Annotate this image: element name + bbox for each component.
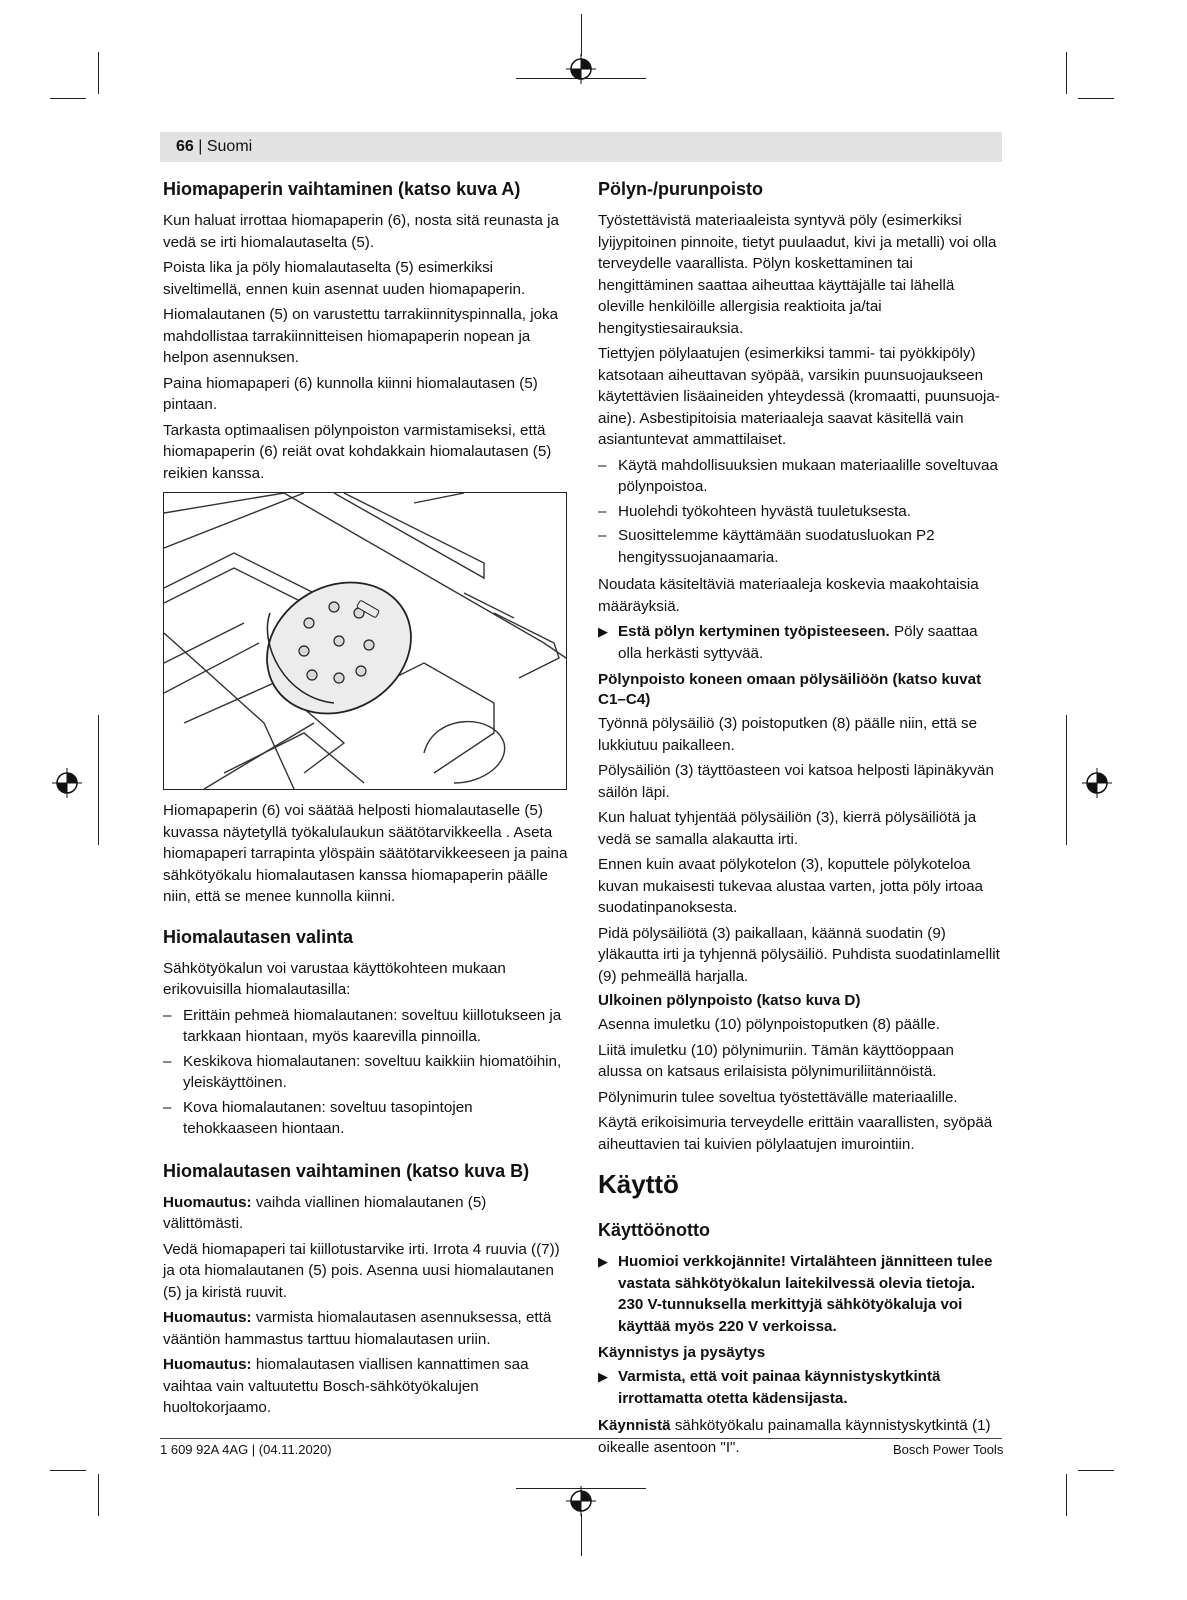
warning-item	[598, 1366, 1002, 1409]
note-text: vaihda viallinen hiomalautanen (5) välittömästi.	[163, 1193, 487, 1232]
paragraph: Paina hiomapaperi (6) kunnolla kiinni hiomalautasen (5) pintaan.	[163, 374, 538, 413]
left-column	[163, 178, 568, 1423]
registration-mark-icon	[1082, 768, 1112, 798]
sanding-pad-drawing-icon	[164, 493, 566, 789]
note-text: varmista hiomalautasen asennuksessa, että vääntiön hammastus tarttuu hiomalautasen uriin.	[163, 1309, 552, 1348]
section-title: Hiomapaperin vaihtaminen (katso kuva A)	[163, 179, 521, 199]
page-number: 66	[176, 138, 194, 155]
crop-mark	[98, 52, 99, 94]
paragraph: Tarkasta optimaalisen pölynpoiston varmistamiseksi, että hiomapaperin (6) reiät ovat kohdakkain hiomalautasen (5) reikien kanssa.	[163, 421, 552, 482]
paragraph: Työstettävistä materiaaleista syntyvä pöly (esimerkiksi lyijypitoinen pinnoite, tietyt puulaadut, kivi ja metalli) voi olla terveydelle vaarallista. Pölyn koskettaminen tai hengittäminen saattaa aiheuttaa käyttäjälle tai lähellä oleville henkilöille allergisia reaktioita ja/tai hengitystiesairauksia.	[598, 212, 997, 337]
registration-mark-icon	[566, 54, 596, 84]
chapter-title: Käyttö	[598, 1169, 679, 1199]
warning-bold-text: Huomioi verkkojännite! Virtalähteen jännitteen tulee vastata sähkötyökalun laitekilvessä olevia tietoja. 230 V-tunnuksella merkittyjä sähkötyökaluja voi käyttää myös 220 V verkoissa.	[618, 1253, 993, 1335]
paragraph: Pölynimurin tulee soveltua työstettävälle materiaalille.	[598, 1088, 958, 1106]
page-header-bar	[160, 132, 1002, 162]
arrow-right-icon: ▶	[598, 1369, 608, 1384]
subsection-title: Ulkoinen pölynpoisto (katso kuva D)	[598, 992, 861, 1009]
paragraph-text: sähkötyökalu painamalla käynnistyskytkintä (1) oikealle asentoon "I".	[598, 1417, 991, 1456]
list-item: – Käytä mahdollisuuksien mukaan materiaalille soveltuvaa pölynpoistoa.	[598, 455, 1002, 498]
paragraph: Hiomapaperin (6) voi säätää helposti hiomalautaselle (5) kuvassa näytetyllä työkalulaukun säätötarvikkeella . Aseta hiomapaperi tarrapinta ylöspäin säätötarvikkeeseen ja paina sähkötyökalu hiomalautasen kanssa hiomapaperin päälle niin, että se menee kunnolla kiinni.	[163, 802, 568, 905]
paragraph: Poista lika ja pöly hiomalautaselta (5) esimerkiksi siveltimellä, ennen kuin asennat uuden hiomapaperin.	[163, 259, 526, 298]
crop-mark	[1066, 52, 1067, 94]
note-text: hiomalautasen viallisen kannattimen saa vaihtaa vain valtuutettu Bosch-sähkötyökalujen huoltokorjaamo.	[163, 1356, 529, 1416]
registration-mark-icon	[52, 768, 82, 798]
paragraph: Työnnä pölysäiliö (3) poistoputken (8) päälle niin, että se lukkiutuu paikalleen.	[598, 715, 978, 754]
note-paragraph	[163, 1192, 568, 1235]
paragraph: Liitä imuletku (10) pölynimuriin. Tämän käyttöoppaan alussa on katsaus erilaisista pölynimuriliitännöistä.	[598, 1041, 954, 1080]
right-column	[598, 178, 1002, 1462]
paragraph: Sähkötyökalun voi varustaa käyttökohteen mukaan erikovuisilla hiomalautasilla:	[163, 959, 506, 998]
note-label: Huomautus:	[163, 1356, 252, 1373]
registration-mark-icon	[566, 1486, 596, 1516]
section-title: Hiomalautasen valinta	[163, 926, 354, 947]
subsection-title: Käynnistys ja pysäytys	[598, 1344, 766, 1361]
note-paragraph	[163, 1307, 568, 1350]
arrow-right-icon: ▶	[598, 1254, 608, 1269]
footer-rule	[160, 1438, 1002, 1439]
crop-mark	[581, 14, 582, 56]
note-label: Huomautus:	[163, 1193, 252, 1211]
crop-mark	[581, 1514, 582, 1556]
paragraph: Tiettyjen pölylaatujen (esimerkiksi tammi- tai pyökkipöly) katsotaan aiheuttavan syöpää, varsikin puunsuojaukseen käytettävien lisäaineiden yhteydessä (kromaatti, puunsuoja-aine). Asbestipitoisia materiaaleja saavat käsitellä vain asiantuntevat ammattilaiset.	[598, 345, 1000, 448]
note-label: Huomautus:	[163, 1309, 252, 1326]
footer-brand: Bosch Power Tools	[893, 1442, 1004, 1457]
list-item: – Suosittelemme käyttämään suodatusluokan P2 hengityssuojanaamaria.	[598, 525, 1002, 568]
warning-bold-text: Estä pölyn kertyminen työpisteeseen.	[618, 623, 890, 640]
paragraph: Pidä pölysäiliötä (3) paikallaan, käännä suodatin (9) yläkautta irti ja tyhjennä pölysäiliö. Puhdista suodatinlamellit (9) pehmeällä harjalla.	[598, 924, 1000, 985]
paragraph: Vedä hiomapaperi tai kiillotustarvike irti. Irrota 4 ruuvia ((7)) ja ota hiomalautanen (5) pois. Asenna uusi hiomalautanen (5) ja kiristä ruuvit.	[163, 1240, 560, 1301]
page-language: Suomi	[206, 138, 253, 155]
illustration-sanding-pad	[163, 492, 567, 790]
dust-list	[598, 455, 1002, 569]
crop-mark	[50, 1470, 86, 1471]
list-item: – Huolehdi työkohteen hyvästä tuuletuksesta.	[598, 501, 1002, 523]
page-header: 66 | Suomi	[176, 138, 253, 155]
paragraph: Asenna imuletku (10) pölynpoistoputken (8) päälle.	[598, 1016, 940, 1033]
subsection-title: Pölynpoisto koneen omaan pölysäiliöön (katso kuvat C1–C4)	[598, 671, 982, 708]
crop-mark	[1066, 1474, 1067, 1516]
warning-item	[598, 621, 1002, 664]
section-title: Hiomalautasen vaihtaminen (katso kuva B)	[163, 1160, 530, 1181]
crop-mark	[1078, 98, 1114, 99]
note-paragraph	[163, 1354, 568, 1419]
crop-mark	[98, 715, 99, 845]
hardness-list	[163, 1005, 568, 1140]
list-item: – Keskikova hiomalautanen: soveltuu kaikkiin hiomatöihin, yleiskäyttöinen.	[163, 1051, 568, 1094]
footer-doc-id: 1 609 92A 4AG | (04.11.2020)	[160, 1442, 332, 1457]
paragraph: Hiomalautanen (5) on varustettu tarrakiinnityspinnalla, joka mahdollistaa tarrakiinnitteisen hiomapaperin nopean ja helpon asennuksen.	[163, 306, 559, 366]
warning-bold-text: Varmista, että voit painaa käynnistyskytkintä irrottamatta otetta kädensijasta.	[618, 1368, 941, 1407]
crop-mark	[1078, 1470, 1114, 1471]
warning-text: Pöly saattaa olla herkästi syttyvää.	[618, 623, 978, 662]
crop-mark	[98, 1474, 99, 1516]
paragraph: Kun haluat tyhjentää pölysäiliön (3), kierrä pölysäiliötä ja vedä se samalla alakautta irti.	[598, 809, 977, 848]
paragraph: Käytä erikoisimuria terveydelle erittäin vaarallisten, syöpää aiheuttavien tai kuivien pölylaatujen imurointiin.	[598, 1114, 993, 1153]
paragraph: Pölysäiliön (3) täyttöasteen voi katsoa helposti läpinäkyvän säilön läpi.	[598, 762, 994, 801]
arrow-right-icon: ▶	[598, 624, 608, 639]
crop-mark	[50, 98, 86, 99]
section-title: Pölyn-/purunpoisto	[598, 179, 763, 199]
paragraph: Kun haluat irrottaa hiomapaperin (6), nosta sitä reunasta ja vedä se irti hiomalautaselta (5).	[163, 212, 559, 251]
bold-word: Käynnistä	[598, 1417, 671, 1434]
crop-mark	[1066, 715, 1067, 845]
paragraph: Ennen kuin avaat pölykotelon (3), koputtele pölykoteloa kuvan mukaisesti tukevaa alustaa varten, jotta pöly irtoaa suodatinpanoksesta.	[598, 856, 983, 916]
section-title: Käyttöönotto	[598, 1220, 710, 1240]
list-item: – Erittäin pehmeä hiomalautanen: soveltuu kiillotukseen ja tarkkaan hiontaan, myös kaarevilla pinnoilla.	[163, 1005, 568, 1048]
warning-item	[598, 1251, 1002, 1337]
paragraph: Noudata käsiteltäviä materiaaleja koskevia maakohtaisia määräyksiä.	[598, 576, 979, 615]
list-item: – Kova hiomalautanen: soveltuu tasopintojen tehokkaaseen hiontaan.	[163, 1097, 568, 1140]
